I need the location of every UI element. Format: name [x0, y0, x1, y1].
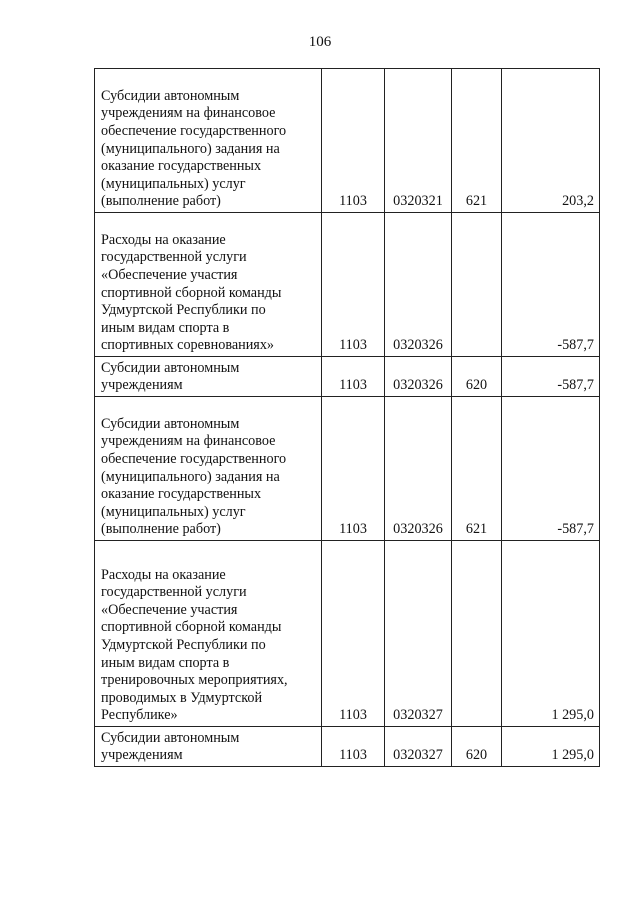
row-expense-type: 620 — [452, 357, 502, 397]
row-article-code: 0320326 — [385, 357, 452, 397]
row-section-code: 1103 — [322, 213, 385, 357]
row-expense-type: 621 — [452, 397, 502, 541]
row-article-code: 0320326 — [385, 397, 452, 541]
row-article-code: 0320327 — [385, 727, 452, 767]
table-row — [95, 397, 600, 541]
row-expense-type — [452, 541, 502, 727]
row-article-code: 0320326 — [385, 213, 452, 357]
row-expense-type: 621 — [452, 69, 502, 213]
row-description: Субсидии автономным учреждениям — [95, 357, 322, 397]
row-section-code: 1103 — [322, 541, 385, 727]
row-amount: -587,7 — [502, 213, 600, 357]
row-section-code: 1103 — [322, 69, 385, 213]
row-section-code: 1103 — [322, 397, 385, 541]
table-row — [95, 541, 600, 727]
row-description: Субсидии автономным учреждениям на финансовое обеспечение государственного (муниципального) задания на оказание государственных (муниципальных) услуг (выполнение работ) — [95, 69, 322, 213]
row-description: Субсидии автономным учреждениям на финансовое обеспечение государственного (муниципального) задания на оказание государственных (муниципальных) услуг (выполнение работ) — [95, 397, 322, 541]
row-amount: 1 295,0 — [502, 727, 600, 767]
row-section-code: 1103 — [322, 357, 385, 397]
row-amount: -587,7 — [502, 397, 600, 541]
table-row — [95, 727, 600, 767]
table-row — [95, 357, 600, 397]
row-description: Субсидии автономным учреждениям — [95, 727, 322, 767]
row-amount: -587,7 — [502, 357, 600, 397]
budget-table — [94, 68, 600, 767]
row-section-code: 1103 — [322, 727, 385, 767]
row-article-code: 0320327 — [385, 541, 452, 727]
row-description: Расходы на оказание государственной услуги «Обеспечение участия спортивной сборной команды Удмуртской Республики по иным видам спорта в тренировочных мероприятиях, проводимых в Удмуртской Республике» — [95, 541, 322, 727]
row-amount: 203,2 — [502, 69, 600, 213]
row-expense-type: 620 — [452, 727, 502, 767]
page-number: 106 — [308, 34, 332, 50]
table-row — [95, 213, 600, 357]
row-description: Расходы на оказание государственной услуги «Обеспечение участия спортивной сборной команды Удмуртской Республики по иным видам спорта в спортивных соревнованиях» — [95, 213, 322, 357]
table-row — [95, 69, 600, 213]
row-amount: 1 295,0 — [502, 541, 600, 727]
row-expense-type — [452, 213, 502, 357]
row-article-code: 0320321 — [385, 69, 452, 213]
